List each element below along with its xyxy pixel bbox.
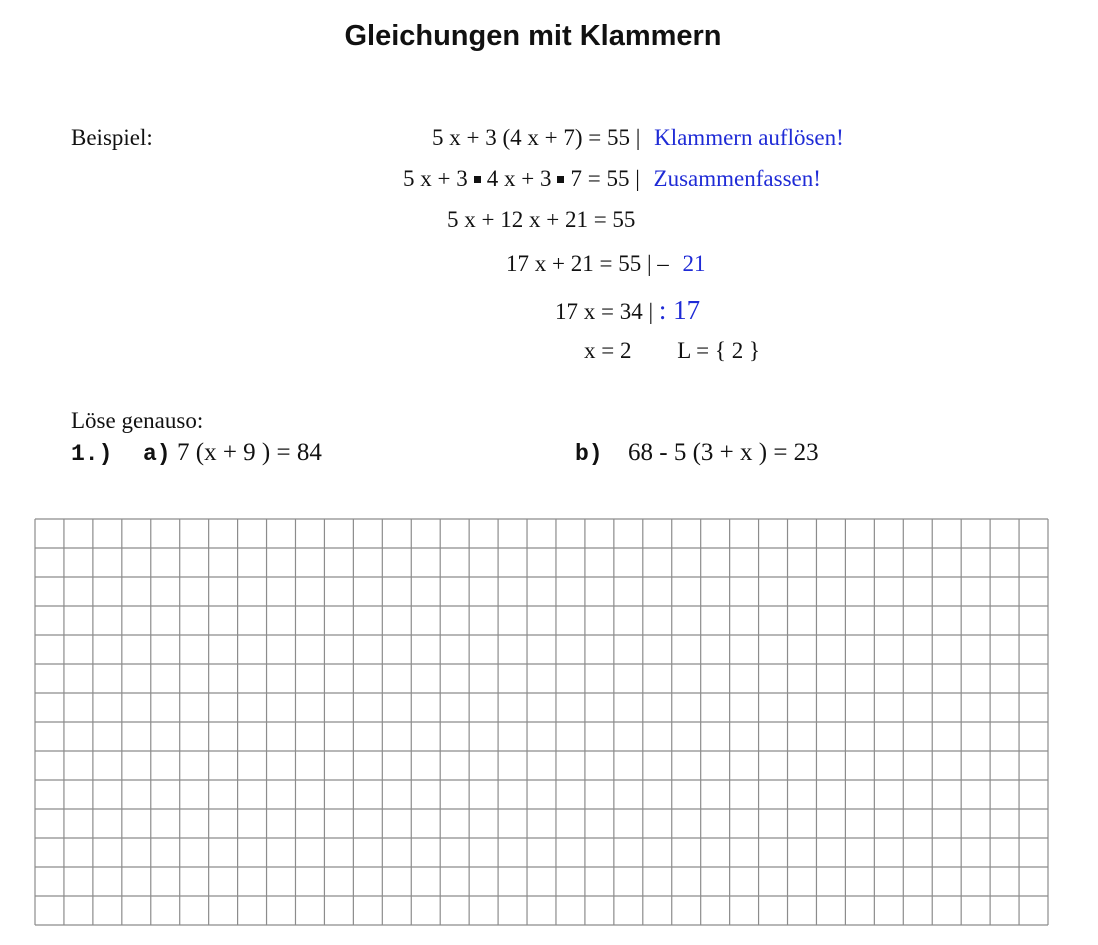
task-a-label: a) [143,441,171,467]
page-title: Gleichungen mit Klammern [344,20,722,52]
multiplication-dot-icon [474,176,481,183]
equation-part: 5 x + 3 [403,166,468,191]
equation-text: 17 x = 34 | [555,299,654,324]
result-text: x = 2 [584,338,632,363]
squared-paper-grid [34,518,1050,926]
example-line-3 [447,207,635,233]
multiplication-dot-icon [557,176,564,183]
example-line-2 [403,166,821,192]
instruction-text: Löse genauso: [71,408,204,433]
equation-text: 5 x + 3 (4 x + 7) = 55 | [432,125,641,150]
task-b-label: b) [575,441,603,467]
operation-value: : 17 [658,295,701,325]
task-a-equation: 7 (x + 9 ) = 84 [177,439,322,466]
example-line-6 [584,338,760,364]
equation-text: 5 x + 12 x + 21 = 55 [447,207,636,232]
hint-text: Klammern auflösen! [654,125,844,150]
example-label: Beispiel: [71,125,153,150]
example-line-1 [432,125,844,151]
hint-text: Zusammenfassen! [653,166,821,191]
operation-value: 21 [682,251,706,276]
equation-text: 17 x + 21 = 55 | – [506,251,669,276]
solution-set: L = { 2 } [677,338,760,363]
task-b-equation: 68 - 5 (3 + x ) = 23 [628,439,819,466]
equation-part: 4 x + 3 [486,166,552,191]
example-line-4 [506,251,706,277]
example-line-5 [555,295,700,326]
equation-part: 7 = 55 | [570,166,640,191]
exercise-number: 1.) [71,441,113,467]
